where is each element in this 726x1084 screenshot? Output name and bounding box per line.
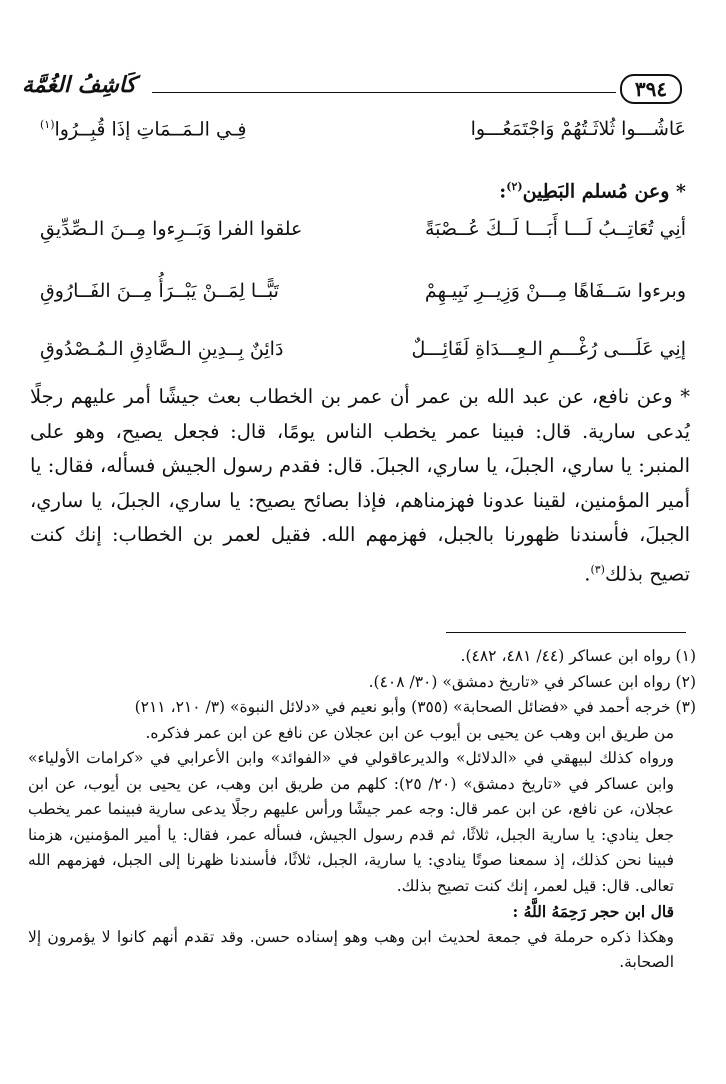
footnotes bbox=[28, 644, 696, 976]
footnote-3-conclusion: وهكذا ذكره حرملة في جمعة لحديث ابن وهب وهو إسناده حسن. وقد تقدم أنهم كانوا لا يؤمرون إلا الصحابة. bbox=[28, 927, 674, 971]
main-paragraph: * وعن نافع، عن عبد الله بن عمر أن عمر بن الخطاب بعث جيشًا أمر عليهم رجلًا يُدعى سارية. قال: فبينا عمر يخطب الناس يومًا، قال: فجعل يصيح، وهو على المنبر: يا ساري، الجبلَ، يا ساري، الجبلَ. قال: فقدم رسول الجيش فسأله، فقال: يا أمير المؤمنين، لقينا عدونا فهزمناهم، فإذا بصائح يصيح: يا ساري، الجبلَ، يا ساري، الجبلَ، فأسندنا ظهورنا بالجبل، فهزمهم الله. فقيل لعمر بن الخطاب: إنك كنت تصيح بذلك$^{(٣)}$. bbox=[30, 385, 690, 585]
poem2-intro: * وعن مُسلم البَطِين$^{(٢)}$: bbox=[499, 180, 686, 203]
poem1-first-hemistich: عَاشُـــوا ثُلاثَـتُهُمْ وَاجْتَمَعُـــوا bbox=[470, 118, 686, 140]
footnote-ref-3: (٣) bbox=[590, 562, 605, 576]
poem2-verse2-left: تَبًّــا لِمَــنْ يَبْــرَأُ مِــنَ الفَــارُوقِ bbox=[40, 280, 279, 302]
footnote-3-narrations: ورواه كذلك لبيهقي في «الدلائل» والديرعاقولي في «الفوائد» وابن الأعرابي في «كرامات الأولياء» وابن عساكر في «تاريخ دمشق» (٢٠/ ٢٥): كلهم من طريق ابن وهب، عن يحيى بن أيوب، عن ابن عجلان، عن نافع، عن ابن عمر قال: وجه عمر جيشًا ورأس عليهم رجلًا يدعى سارية فبينما عمر يخطب جعل ينادي: يا سارية الجبل، ثلاثًا، ثم قدم رسول الجيش، فسأله عمر، فقال: يا أمير المؤمنين، هزمنا فبينا نحن كذلك، إذ سمعنا صوتًا ينادي: يا سارية، الجبل، ثلاثًا، فأسندنا ظهرنا إلى الجبل، فهزمهم الله تعالى. قال: قيل لعمر، إنك كنت تصيح بذلك. bbox=[28, 749, 674, 895]
header-rule bbox=[152, 92, 616, 93]
footnote-ref-2: (٢) bbox=[506, 180, 523, 193]
footnote-2: (٢) رواه ابن عساكر في «تاريخ دمشق» (٣٠/ ٤٠٨). bbox=[368, 672, 696, 691]
footnote-1: (١) رواه ابن عساكر (٤٤/ ٤٨١، ٤٨٢). bbox=[460, 647, 696, 665]
footnote-3-ibn-hajar: قال ابن حجر رَحِمَهُ اللَّهُ : bbox=[512, 902, 674, 921]
poem2-verse3-right: إنِي عَلَـــى رُغْـــمِ الـعِـــدَاةِ لَقَائِـــلٌ bbox=[411, 338, 686, 360]
poem2-verse1-right: أنِي تُعَاتِــبُ لَـــا أَبَـــا لَــكَ عُــصْبَةً bbox=[424, 218, 686, 240]
footnote-ref-1: (١) bbox=[40, 118, 55, 131]
poem2-verse1-left: علقوا الفرا وَبَــرِءوا مِــنَ الـصِّدِّيقِ bbox=[40, 218, 303, 240]
page-number: ٣٩٤ bbox=[620, 74, 682, 104]
poem2-verse2-right: وبرءوا سَــفَاهًا مِـــنْ وَزِيــرِ نَبِيـهِمْ bbox=[424, 280, 686, 302]
page-header bbox=[22, 72, 682, 106]
footnote-3: (٣) خرجه أحمد في «فضائل الصحابة» (٣٥٥) وأبو نعيم في «دلائل النبوة» (٣/ ٢١٠، ٢١١) bbox=[134, 698, 696, 716]
footnote-separator bbox=[446, 632, 686, 633]
poem2-verse3-left: دَائِنٌ بِــدِينِ الـصَّادِقِ الـمُـصْدُوقِ bbox=[40, 338, 284, 360]
book-title: كَاشِفُ الغُمَّة bbox=[22, 72, 136, 98]
poem1-second-hemistich: فِـي الـمَــمَاتِ إذَا قُبِــرُوا$^{(١)}$ bbox=[40, 118, 247, 141]
footnote-3-chain: من طريق ابن وهب عن يحيى بن أيوب عن ابن عجلان عن نافع عن ابن عمر فذكره. bbox=[145, 723, 674, 742]
